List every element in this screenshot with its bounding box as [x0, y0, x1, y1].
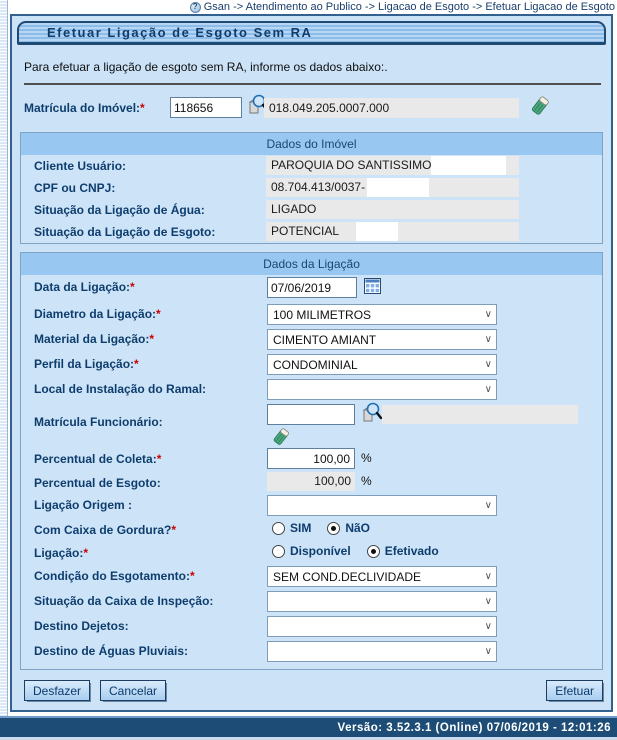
- matricula-imovel-label: Matrícula do Imóvel:*: [24, 101, 145, 115]
- row-ligacao-origem: [21, 493, 602, 518]
- row-matricula-funcionario: [21, 402, 602, 447]
- matricula-funcionario-input[interactable]: [267, 404, 355, 425]
- breadcrumb-text: Gsan -> Atendimento ao Publico -> Ligacao de Esgoto -> Efetuar Ligacao de Esgoto: [203, 1, 615, 13]
- section-dados-ligacao: [20, 252, 603, 670]
- page-title: Efetuar Ligação de Esgoto Sem RA: [17, 21, 606, 45]
- situacao-agua-value: LIGADO: [266, 200, 519, 219]
- matricula-imovel-input[interactable]: [170, 97, 242, 118]
- search-icon[interactable]: [362, 402, 382, 424]
- situacao-caixa-inspecao-label: Situação da Caixa de Inspeção:: [34, 594, 214, 608]
- local-ramal-label: Local de Instalação do Ramal:: [34, 382, 207, 396]
- percentual-coleta-label: Percentual de Coleta:*: [34, 452, 162, 466]
- situacao-caixa-inspecao-select[interactable]: [267, 591, 497, 612]
- row-destino-aguas-pluviais: [21, 639, 602, 664]
- chevron-down-icon: ∨: [484, 570, 492, 582]
- radio-disponivel[interactable]: [272, 545, 285, 558]
- cancelar-button[interactable]: Cancelar: [100, 680, 166, 701]
- redaction-overlay: [356, 222, 398, 241]
- desfazer-button[interactable]: Desfazer: [24, 680, 90, 701]
- destino-dejetos-label: Destino Dejetos:: [34, 619, 129, 633]
- radio-disponivel-label: Disponível: [290, 544, 351, 558]
- data-ligacao-label: Data da Ligação:*: [34, 280, 135, 294]
- radio-nao-label: NãO: [345, 521, 371, 535]
- row-perfil: [21, 352, 602, 377]
- redaction-overlay: [431, 156, 506, 175]
- chevron-down-icon: ∨: [484, 499, 492, 511]
- row-ligacao: [21, 541, 602, 564]
- diametro-select[interactable]: 100 MILIMETROS ∨: [267, 304, 497, 325]
- destino-dejetos-select[interactable]: [267, 616, 497, 637]
- inscricao-field: 018.049.205.0007.000: [264, 98, 519, 118]
- section-dados-imovel: [20, 132, 603, 244]
- destino-aguas-pluviais-label: Destino de Águas Pluviais:: [34, 644, 189, 658]
- chevron-down-icon: ∨: [484, 383, 492, 395]
- radio-sim[interactable]: [272, 522, 285, 535]
- row-caixa-gordura: [21, 518, 602, 541]
- percentual-coleta-input[interactable]: [267, 448, 355, 469]
- row-percentual-esgoto: [21, 471, 602, 493]
- diametro-label: Diametro da Ligação:*: [34, 307, 161, 321]
- chevron-down-icon: ∨: [484, 595, 492, 607]
- perfil-select[interactable]: CONDOMINIAL ∨: [267, 354, 497, 375]
- help-icon[interactable]: ?: [190, 2, 201, 13]
- percent-suffix: %: [361, 451, 372, 465]
- buttons-row: [24, 680, 603, 702]
- chevron-down-icon: ∨: [484, 645, 492, 657]
- main-panel: [10, 14, 613, 712]
- caixa-gordura-label: Com Caixa de Gordura?*: [34, 523, 177, 537]
- caixa-gordura-radio-group: [272, 521, 386, 535]
- cliente-usuario-value: PAROQUIA DO SANTISSIMO: [266, 156, 519, 175]
- row-situacao-agua: [21, 199, 602, 221]
- frame-stripes: [0, 0, 8, 740]
- chevron-down-icon: ∨: [484, 620, 492, 632]
- cliente-usuario-label: Cliente Usuário:: [34, 159, 127, 173]
- calendar-icon[interactable]: [364, 278, 381, 294]
- ligacao-radio-group: [272, 544, 455, 558]
- row-destino-dejetos: [21, 614, 602, 639]
- destino-aguas-pluviais-select[interactable]: [267, 641, 497, 662]
- row-situacao-caixa-inspecao: [21, 589, 602, 614]
- material-select[interactable]: CIMENTO AMIANT ∨: [267, 329, 497, 350]
- divider: [24, 83, 601, 85]
- breadcrumb: [10, 0, 615, 14]
- funcionario-nome-field: [382, 405, 578, 424]
- ligacao-origem-select[interactable]: [267, 495, 497, 516]
- version-text: Versão: 3.52.3.1 (Online) 07/06/2019 - 12:01:26: [337, 721, 611, 734]
- radio-nao[interactable]: [327, 522, 340, 535]
- row-situacao-esgoto: [21, 221, 602, 243]
- row-cliente-usuario: [21, 155, 602, 177]
- chevron-down-icon: ∨: [484, 333, 492, 345]
- chevron-down-icon: ∨: [484, 358, 492, 370]
- data-ligacao-input[interactable]: [267, 277, 357, 298]
- percent-suffix: %: [361, 474, 372, 488]
- situacao-esgoto-value: POTENCIAL: [266, 222, 519, 241]
- radio-efetivado-label: Efetivado: [384, 544, 439, 558]
- local-ramal-select[interactable]: [267, 379, 497, 400]
- cpf-cnpj-label: CPF ou CNPJ:: [34, 181, 116, 195]
- section-header-dados-ligacao: Dados da Ligação: [21, 253, 602, 275]
- instruction-text: Para efetuar a ligação de esgoto sem RA, informe os dados abaixo:.: [24, 60, 388, 74]
- ligacao-origem-label: Ligação Origem :: [34, 498, 133, 512]
- eraser-icon[interactable]: [530, 95, 550, 117]
- row-data-ligacao: [21, 275, 602, 302]
- chevron-down-icon: ∨: [484, 308, 492, 320]
- row-condicao-esgotamento: [21, 564, 602, 589]
- row-material: [21, 327, 602, 352]
- cpf-cnpj-value: 08.704.413/0037-: [266, 178, 519, 197]
- section-header-dados-imovel: Dados do Imóvel: [21, 133, 602, 155]
- efetuar-button[interactable]: Efetuar: [546, 680, 603, 701]
- matricula-funcionario-label: Matrícula Funcionário:: [34, 415, 163, 429]
- perfil-label: Perfil da Ligação:*: [34, 357, 139, 371]
- matricula-imovel-row: [12, 94, 611, 124]
- ligacao-label: Ligação:*: [34, 546, 89, 560]
- row-local-ramal: [21, 377, 602, 402]
- situacao-esgoto-label: Situação da Ligação de Esgoto:: [34, 225, 216, 239]
- row-diametro: [21, 302, 602, 327]
- condicao-esgotamento-select[interactable]: SEM COND.DECLIVIDADE ∨: [267, 566, 497, 587]
- version-footer: [0, 716, 617, 737]
- condicao-esgotamento-label: Condição do Esgotamento:*: [34, 569, 195, 583]
- radio-efetivado[interactable]: [367, 545, 380, 558]
- redaction-overlay: [367, 178, 429, 197]
- row-cpf-cnpj: [21, 177, 602, 199]
- percentual-esgoto-value: 100,00: [267, 472, 355, 491]
- radio-sim-label: SIM: [290, 521, 312, 535]
- situacao-agua-label: Situação da Ligação de Água:: [34, 203, 205, 217]
- row-percentual-coleta: [21, 447, 602, 471]
- percentual-esgoto-label: Percentual de Esgoto:: [34, 476, 161, 490]
- material-label: Material da Ligação:*: [34, 332, 155, 346]
- eraser-icon[interactable]: [271, 427, 291, 447]
